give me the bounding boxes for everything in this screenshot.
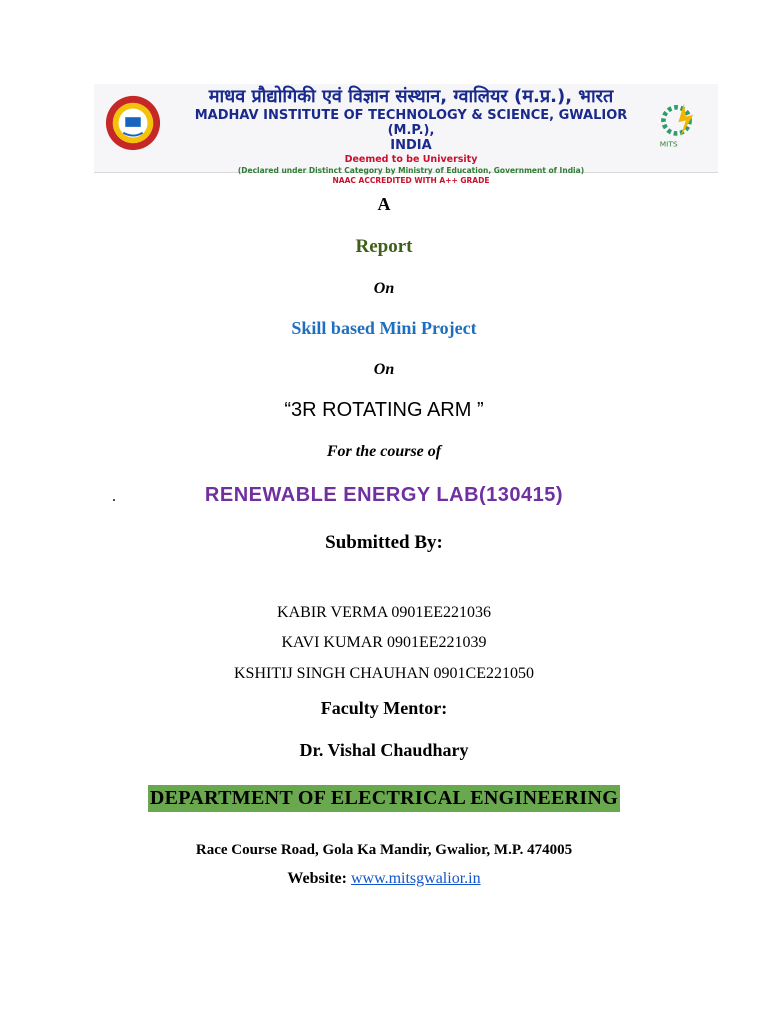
project-title: “3R ROTATING ARM ” <box>284 399 484 421</box>
member-3: KSHITIJ SINGH CHAUHAN 0901CE221050 <box>234 665 534 682</box>
faculty-mentor-heading: Faculty Mentor: <box>320 698 448 718</box>
website-label: Website: <box>287 870 347 887</box>
department-row <box>0 785 768 812</box>
declared-text: (Declared under Distinct Category by Ministry of Education, Government of India) <box>237 166 585 175</box>
institute-country: INDIA <box>390 138 432 153</box>
naac-text: NAAC ACCREDITED WITH A++ GRADE <box>332 176 490 185</box>
website-row <box>0 870 768 888</box>
member-1: KABIR VERMA 0901EE221036 <box>277 604 491 621</box>
course-label: For the course of <box>326 443 442 460</box>
cover-a: A <box>377 194 391 214</box>
deemed-university-text: Deemed to be University <box>344 154 478 165</box>
faculty-mentor-name: Dr. Vishal Chaudhary <box>299 740 469 760</box>
mits-logo <box>656 98 712 154</box>
stray-dot: . <box>112 488 116 505</box>
institute-name-english: MADHAV INSTITUTE OF TECHNOLOGY & SCIENCE, GWALIOR (M.P.), <box>194 108 628 138</box>
submitted-by-heading: Submitted By: <box>325 532 443 553</box>
course-name: RENEWABLE ENERGY LAB(130415) <box>204 484 564 506</box>
cover-on-2: On <box>373 361 395 378</box>
cover-skill-project: Skill based Mini Project <box>291 318 477 338</box>
institute-name-hindi: माधव प्रौद्योगिकी एवं विज्ञान संस्थान, ग्वालियर (म.प्र.), भारत <box>208 86 614 107</box>
address: Race Course Road, Gola Ka Mandir, Gwalior, M.P. 474005 <box>195 842 573 858</box>
institute-header <box>94 84 718 185</box>
website-link[interactable]: www.mitsgwalior.in <box>350 870 481 887</box>
institute-seal-logo <box>104 94 162 152</box>
svg-text:MITS: MITS <box>659 139 678 149</box>
member-2: KAVI KUMAR 0901EE221039 <box>281 634 487 651</box>
cover-report: Report <box>355 236 413 257</box>
department-name: DEPARTMENT OF ELECTRICAL ENGINEERING <box>148 785 620 812</box>
cover-on-1: On <box>373 280 395 297</box>
